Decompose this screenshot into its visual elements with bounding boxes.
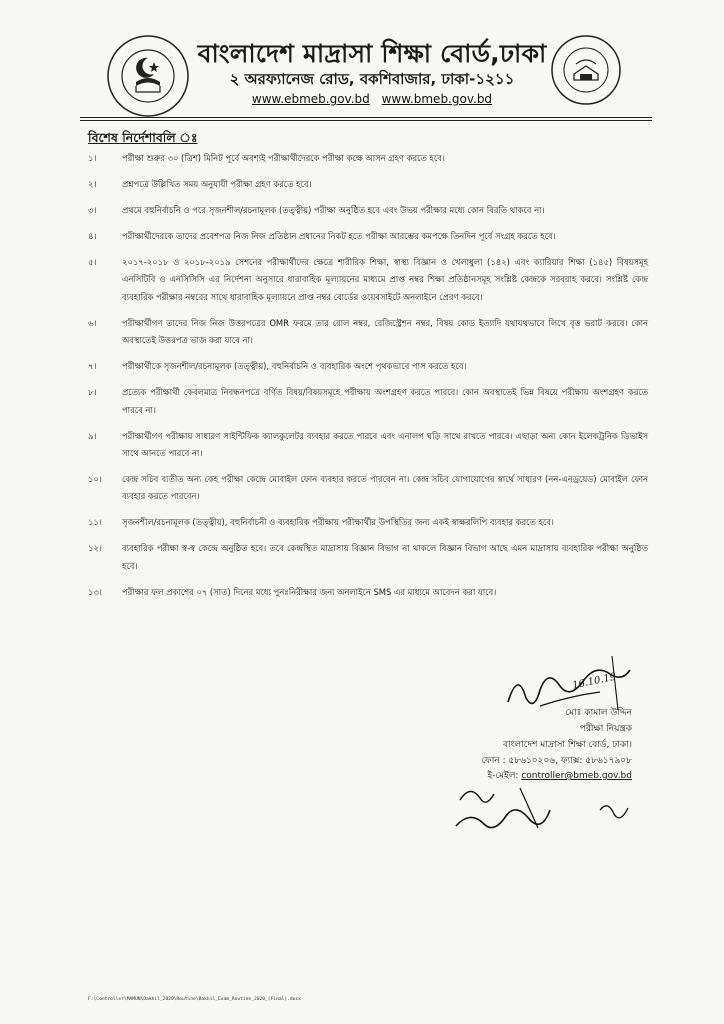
- instruction-item: [88, 514, 648, 531]
- board-address: ২ অরফ্যানেজ রোড, বকশিবাজার, ঢাকা-১২১১: [229, 70, 515, 88]
- email-label: ই-মেইল:: [487, 771, 522, 781]
- instruction-text: ২০১৭-২০১৮ ও ২০১৮-২০১৯ সেশনের পরীক্ষার্থীদের ক্ষেত্রে শারীরিক শিক্ষা, স্বাস্থ্য বিজ্ঞান ও খেলাধুলা (১৪২) এবং ক্যারিয়ার শিক্ষা (১৪৫) বিষয়সমূহ এনসিটিবি ও এনসিসিসি এর নির্দেশনা অনুসারে ধারাবাহিক মূল্যায়নের মাধ্যমে প্রাপ্ত নম্বর শিক্ষা প্রতিষ্ঠানসমূহ সংশ্লিষ্ট কেন্দ্রকে সরবরাহ করবে। সংশ্লিষ্ট কেন্দ্র ব্যবহারিক পরীক্ষার নম্বরের সাথে ধারাবাহিক মূল্যায়নে প্রাপ্ত নম্বর বোর্ডের ওয়েবসাইটে অনলাইনে প্রেরণ করবে।: [122, 257, 648, 302]
- instruction-item: [88, 315, 648, 350]
- instructions-list: [88, 150, 648, 610]
- signer-phone: ফোন : ৫৮৬১০২০৬, ফ্যাক্স: ৫৮৬১৭৯০৮: [481, 756, 632, 766]
- instruction-item: [88, 228, 648, 245]
- instruction-number: ১০।: [88, 474, 102, 485]
- instruction-number: ৪।: [88, 231, 97, 241]
- board-websites: [192, 92, 552, 106]
- signer-name: মোঃ কামাল উদ্দিন: [565, 708, 632, 718]
- signer-organization: বাংলাদেশ মাদ্রাসা শিক্ষা বোর্ড, ঢাকা।: [502, 740, 632, 750]
- signer-designation: পরীক্ষা নিয়ন্ত্রক: [579, 724, 632, 734]
- instruction-number: ১৩।: [88, 586, 102, 597]
- instruction-text: কেন্দ্র সচিব ব্যতীত অন্য কেহ পরীক্ষা কেন্দ্রে মোবাইল ফোন ব্যবহার করতে পারবেন না। কেন্দ্র সচিব যোগাযোগের স্বার্থে সাধারণ (নন-এনড্রয়েড) মোবাইল ফোন ব্যবহার করতে পারবেন।: [122, 474, 648, 502]
- file-path-footer: F:\Controller\MAMUN\Dakhil_2020\Routine\Dakhil_Exam_Routine_2020_(Final).docx: [88, 997, 301, 1002]
- instruction-item: [88, 428, 648, 463]
- secondary-signature: [450, 780, 640, 840]
- instruction-item: [88, 358, 648, 375]
- instruction-item: [88, 540, 648, 575]
- instruction-number: ৮।: [88, 387, 97, 398]
- education-emblem: [550, 34, 622, 106]
- signer-email-link[interactable]: controller@bmeb.gov.bd: [521, 771, 632, 781]
- instruction-number: ১।: [88, 153, 97, 163]
- instruction-text: প্রশ্নপত্রে উল্লিখিত সময় অনুযায়ী পরীক্ষা গ্রহণ করতে হবে।: [122, 179, 312, 189]
- instruction-text: ব্যবহারিক পরীক্ষা স্ব-স্ব কেন্দ্রে অনুষ্ঠিত হবে। তবে কেন্দ্রস্থিত মাদ্রাসায় বিজ্ঞান বিভাগ না থাকলে বিজ্ঞান বিভাগ আছে এমন মাদ্রাসায় ব্যবহারিক পরীক্ষা অনুষ্ঠিত হবে।: [122, 543, 648, 571]
- instruction-number: ২।: [88, 179, 97, 189]
- instruction-item: [88, 471, 648, 506]
- special-instructions-heading: বিশেষ নির্দেশাবলি ঃ: [88, 130, 198, 145]
- website-link-ebmeb[interactable]: www.ebmeb.gov.bd: [251, 92, 370, 106]
- instruction-item: [88, 176, 648, 193]
- instruction-text: পরীক্ষার্থীকে সৃজনশীল/রচনামূলক (তত্ত্বীয়), বহুনির্বাচনি ও ব্যবহারিক অংশে পৃথকভাবে পাস করতে হবে।: [122, 361, 467, 372]
- instruction-number: ১১।: [88, 517, 102, 528]
- instruction-text: পরীক্ষার্থীদেরকে তাদের প্রবেশপত্র নিজ নিজ প্রতিষ্ঠান প্রধানের নিকট হতে পরীক্ষা আরম্ভের কমপক্ষে তিনদিন পূর্বে সংগ্রহ করতে হবে।: [122, 231, 556, 241]
- website-link-bmeb[interactable]: www.bmeb.gov.bd: [381, 92, 493, 106]
- instruction-text: প্রত্যেক পরীক্ষার্থী কেবলমাত্র নিবন্ধনপত্রে বর্ণিত বিষয়/বিষয়সমূহে পরীক্ষায় অংশগ্রহণ করতে পারবে। কোন অবস্থাতেই ভিন্ন বিষয়ে পরীক্ষায় অংশগ্রহণ করতে পারবে না।: [122, 387, 648, 415]
- signature-date: 16.10.19: [571, 671, 618, 692]
- instruction-number: ৬।: [88, 317, 97, 328]
- instruction-item: [88, 150, 648, 167]
- instruction-item: [88, 202, 648, 219]
- instruction-item: [88, 584, 648, 601]
- instruction-number: ১২।: [88, 543, 102, 554]
- instruction-item: [88, 384, 648, 419]
- instruction-item: [88, 254, 648, 306]
- instruction-text: পরীক্ষার ফল প্রকাশের ০৭ (সাত) দিনের মধ্যে পুনঃনিরীক্ষার জন্য অনলাইনে SMS এর মাধ্যমে আবেদন করা যাবে।: [122, 586, 497, 597]
- instruction-text: পরীক্ষা শুরুর ৩০ (ত্রিশ) মিনিট পূর্বে অবশ্যই পরীক্ষার্থীদেরকে পরীক্ষা কক্ষে আসন গ্রহণ করতে হবে।: [122, 153, 445, 163]
- header-divider-top: [80, 117, 652, 118]
- board-title: বাংলাদেশ মাদ্রাসা শিক্ষা বোর্ড,ঢাকা: [197, 39, 547, 68]
- instruction-text: পরীক্ষার্থীগণ তাদের নিজ নিজ উত্তরপত্রের OMR ফরমে তার রোল নম্বর, রেজিস্ট্রেশন নম্বর, বিষয় কোড ইত্যাদি যথাযথভাবে লিখে বৃত্ত ভরাট করবে। কোন অবস্থাতেই উত্তরপত্র ভাজ করা যাবে না।: [122, 317, 648, 346]
- instruction-number: ৯।: [88, 430, 97, 441]
- header-divider-bottom: [80, 120, 652, 121]
- instruction-text: সৃজনশীল/রচনামূলক (তত্ত্বীয়), বহুনির্বাচনী ও ব্যবহারিক পরীক্ষায় পরীক্ষার্থীর উপস্থিতির জন্য একই স্বাক্ষরলিপি ব্যবহার করতে হবে।: [122, 517, 554, 528]
- instruction-number: ৩।: [88, 205, 97, 215]
- instruction-number: ৭।: [88, 361, 97, 372]
- instruction-text: প্রথমে বহুনির্বাচনি ও পরে সৃজনশীল/রচনামূলক (তত্ত্বীয়) পরীক্ষা অনুষ্ঠিত হবে এবং উভয় পরীক্ষার মধ্যে কোন বিরতি থাকবে না।: [122, 205, 545, 215]
- madrasah-board-logo: [106, 34, 190, 118]
- instruction-number: ৫।: [88, 257, 97, 267]
- instruction-text: পরীক্ষার্থীগণ পরীক্ষায় সাধারণ সাইন্টিফিক ক্যালকুলেটর ব্যবহার করতে পারবে এবং এনালগ ঘড়ি সাথে রাখতে পারবে। এছাড়া অন্য কোন ইলেকট্রনিক ডিভাইস সাথে আনতে পারবে না।: [122, 430, 648, 459]
